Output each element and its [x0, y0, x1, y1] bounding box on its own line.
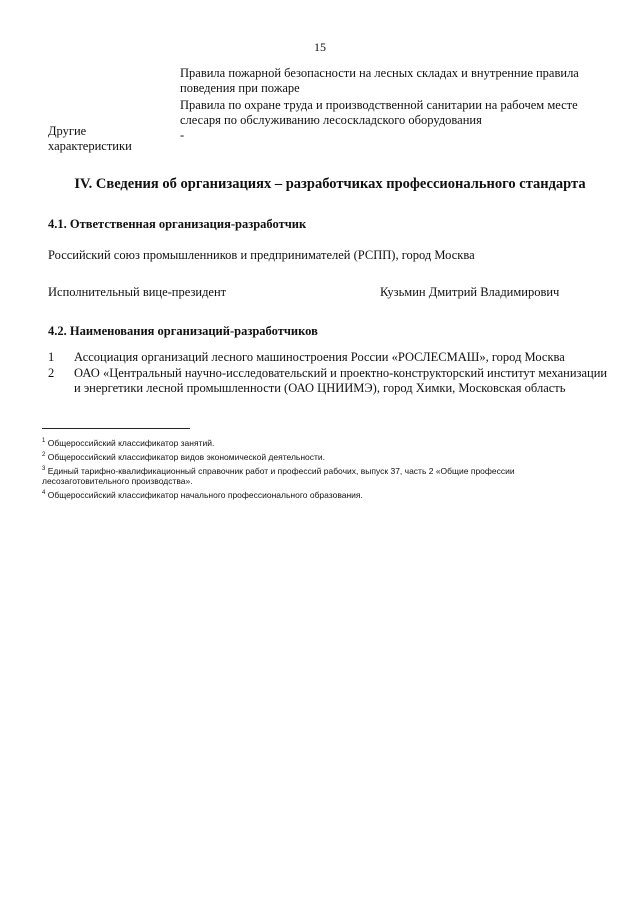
footnote-mark: 3 — [42, 465, 46, 472]
regulations-block — [180, 66, 600, 130]
footnote-text: Общероссийский классификатор начального профессионального образования. — [47, 490, 363, 501]
developer-orgs-heading: 4.2. Наименования организаций-разработчиков — [48, 324, 318, 338]
footnote — [42, 436, 602, 449]
page-number: 15 — [314, 40, 326, 54]
list-item-number: 1 — [48, 350, 55, 364]
footnote-text: Единый тарифно-квалификационный справочник работ и профессий рабочих, выпуск 37, часть 2 «Общие профессии лесозаготовительного производства». — [42, 465, 515, 487]
footnote-mark: 2 — [42, 451, 46, 458]
signer-name: Кузьмин Дмитрий Владимирович — [380, 285, 560, 299]
footnote-divider — [42, 428, 190, 429]
list-item — [48, 366, 608, 396]
footnotes-block — [42, 436, 602, 502]
responsible-org-name: Российский союз промышленников и предпринимателей (РСПП), город Москва — [48, 248, 475, 262]
responsible-org-heading: 4.1. Ответственная организация-разработчик — [48, 217, 307, 231]
footnote — [42, 488, 602, 501]
footnote-text: Общероссийский классификатор занятий. — [47, 437, 215, 448]
developer-orgs-list — [48, 350, 608, 397]
footnote-text: Общероссийский классификатор видов экономической деятельности. — [47, 451, 326, 462]
signer-position: Исполнительный вице-президент — [48, 285, 227, 299]
section-title: IV. Сведения об организациях – разработчиках профессионального стандарта — [74, 176, 586, 192]
list-item-number: 2 — [48, 366, 55, 380]
list-item-text: ОАО «Центральный научно-исследовательский и проектно-конструкторский институт механизации и энергетики лесной промышленности (ОАО ЦНИИМЭ), город Химки, Московская область — [74, 366, 608, 395]
other-characteristics-label: Другие характеристики — [48, 124, 132, 153]
regulation-item: Правила пожарной безопасности на лесных складах и внутренние правила поведения при пожаре — [180, 66, 579, 95]
footnote — [42, 450, 602, 463]
other-characteristics-value: - — [180, 128, 185, 142]
list-item — [48, 350, 608, 365]
footnote — [42, 464, 602, 488]
footnote-mark: 1 — [42, 438, 46, 444]
footnote-mark: 4 — [42, 490, 46, 497]
regulation-item: Правила по охране труда и производственной санитарии на рабочем месте слесаря по обслуживанию лесоскладского оборудования — [180, 98, 578, 127]
list-item-text: Ассоциация организаций лесного машиностроения России «РОСЛЕСМАШ», город Москва — [74, 350, 565, 364]
